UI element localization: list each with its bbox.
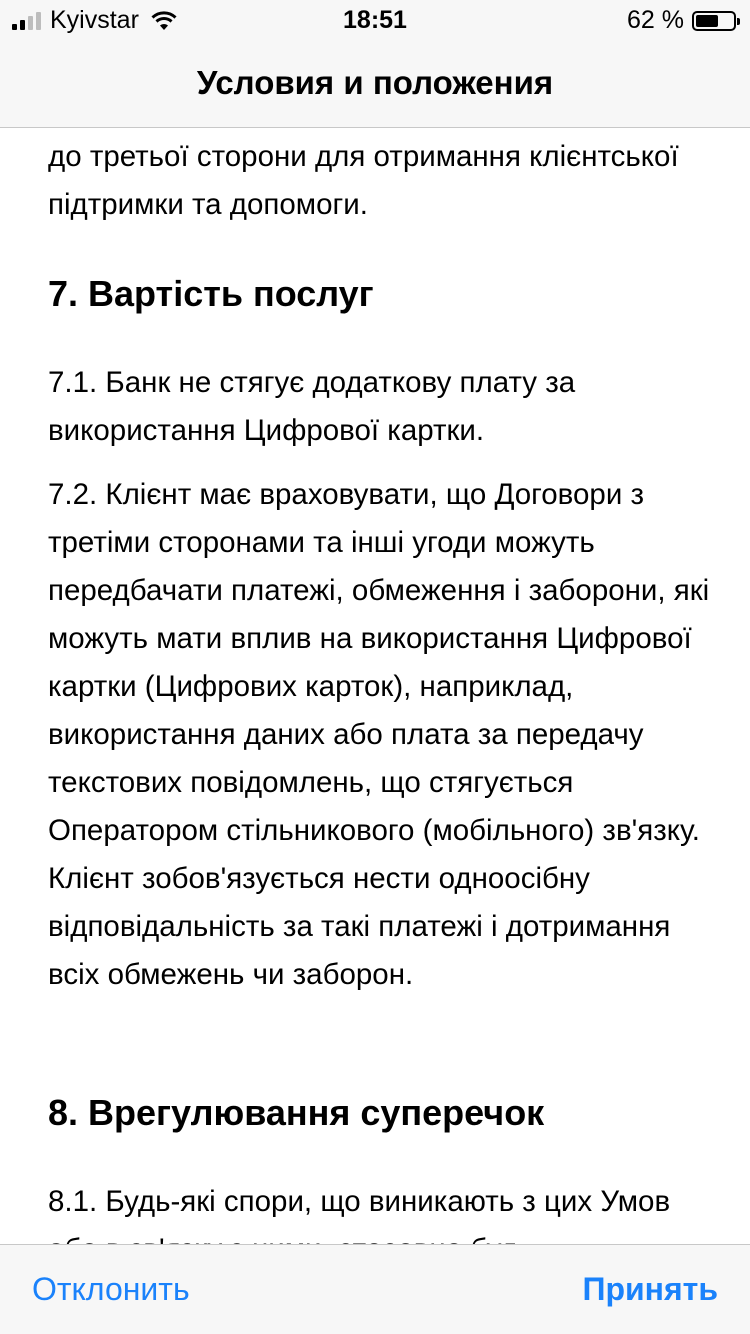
- battery-percentage: 62 %: [627, 6, 684, 34]
- paragraph-7-2: 7.2. Клієнт має враховувати, що Договори з третіми сторонами та інші угоди можуть передбачати платежі, обмеження і заборони, які можуть мати вплив на використання Цифрової картки (Цифрових карток), наприклад, використання даних або плата за передачу текстових повідомлень, що стягується Оператором стільникового (мобільного) зв'язку. Клієнт зобов'язується нести одноосібну відповідальність за такі платежі і дотримання всіх обмежень чи заборон.: [48, 478, 710, 991]
- section-heading-8: 8. Врегулювання суперечок: [48, 1092, 545, 1133]
- status-bar: [0, 0, 750, 40]
- navigation-bar: [0, 40, 750, 128]
- accept-button[interactable]: Принять: [582, 1271, 718, 1307]
- battery-icon: [692, 11, 736, 31]
- decline-button[interactable]: Отклонить: [32, 1271, 190, 1307]
- section-heading-7: 7. Вартість послуг: [48, 273, 374, 314]
- document-scroll-view[interactable]: [0, 129, 750, 1244]
- page-title: Условия и положения: [196, 64, 554, 101]
- paragraph-continuation: до третьої сторони для отримання клієнтської підтримки та допомоги.: [48, 140, 679, 221]
- paragraph-8-1: 8.1. Будь-які спори, що виникають з цих Умов: [48, 1185, 671, 1218]
- clock: 18:51: [343, 6, 407, 34]
- paragraph-7-1: 7.1. Банк не стягує додаткову плату за використання Цифрової картки.: [48, 366, 576, 447]
- battery-fill: [696, 15, 718, 27]
- status-right: [627, 6, 736, 35]
- battery-cap: [737, 18, 740, 25]
- carrier-name: Kyivstar: [50, 6, 139, 34]
- bottom-toolbar: [0, 1244, 750, 1334]
